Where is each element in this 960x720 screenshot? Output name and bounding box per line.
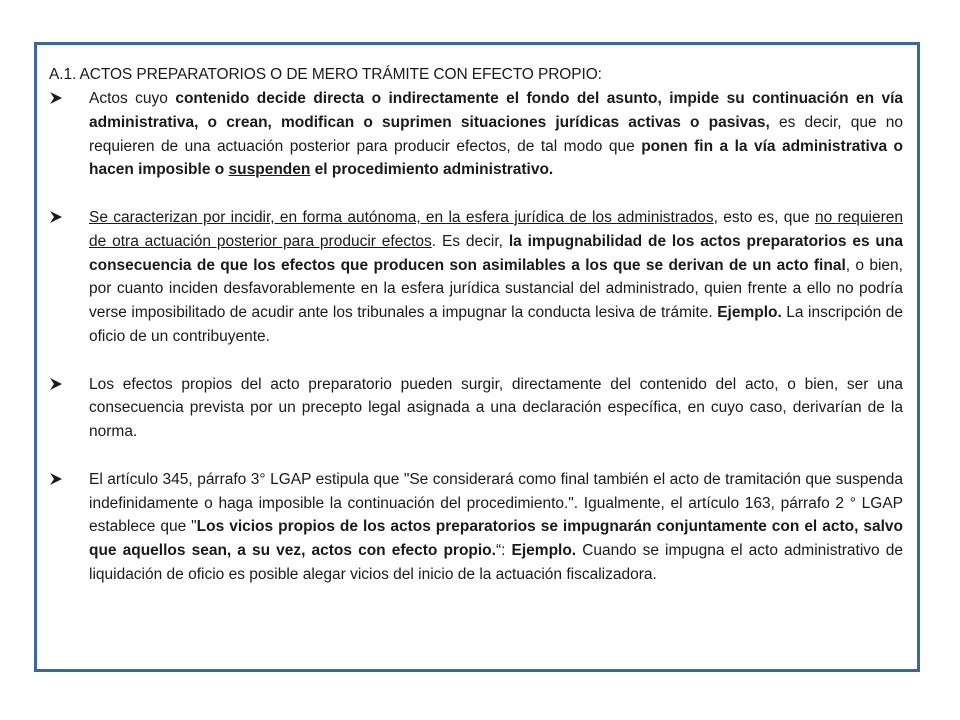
- bullet-text: La inscripción de oficio de un contribuyente.: [89, 304, 903, 345]
- bullet-item: [49, 87, 903, 182]
- bullet-text-bold: ponen fin a la vía administrativa o hacen imposible o: [89, 137, 903, 179]
- slide-content: [49, 63, 903, 611]
- bullet-text-underlined: Se caracterizan por incidir, en forma autónoma, en la esfera jurídica de los administrados: [89, 208, 714, 226]
- bullet-text-underlined: no requieren de otra actuación posterior para producir efectos: [89, 208, 903, 250]
- example-label: Ejemplo.: [717, 304, 782, 322]
- section-heading: A.1. ACTOS PREPARATORIOS O DE MERO TRÁMITE CON EFECTO PROPIO:: [49, 66, 602, 83]
- bullet-text: “:: [495, 542, 512, 560]
- bullet-text: Los efectos propios del acto preparatorio pueden surgir, directamente del contenido del acto, o bien, ser una consecuencia prevista por un precepto legal asignada a una declaración específica, en cuyo caso, derivarían de la norma.: [89, 375, 903, 441]
- arrowhead-bullet-icon: [49, 210, 63, 224]
- bullet-text-bold: el procedimiento administrativo.: [310, 161, 554, 179]
- bullet-item: [49, 206, 903, 349]
- bullet-text-bold: contenido decide directa o indirectamente el fondo del asunto, impide su continuación en vía administrativa, o crean, modifican o suprimen situaciones jurídicas activas o pasivas,: [89, 90, 904, 131]
- bullet-item: [49, 468, 903, 587]
- bullet-text: El artículo 345, párrafo 3° LGAP estipula que "Se considerará como final también el acto de tramitación que suspenda indefinidamente o haga imposible la continuación del procedimiento.". Igualmente, el artículo 163, párrafo 2 ° LGAP establece que ": [89, 470, 903, 536]
- arrowhead-bullet-icon: [49, 472, 63, 486]
- bullet-text-bold: Los vicios propios de los actos preparatorios se impugnarán conjuntamente con el acto, salvo que aquellos sean, a su vez, actos con efecto propio.: [89, 518, 903, 560]
- bullet-text: . Es decir,: [431, 232, 509, 250]
- bullet-text: Cuando se impugna el acto administrativo de liquidación de oficio es posible alegar vicios del inicio de la actuación fiscalizadora.: [89, 542, 903, 583]
- arrowhead-bullet-icon: [49, 91, 63, 105]
- arrowhead-bullet-icon: [49, 377, 63, 391]
- bullet-text: , o bien, por cuanto inciden desfavorablemente en la esfera jurídica sustancial del administrado, quien frente a ello no podría verse imposibilitado de acudir ante los tribunales a impugnar la conducta lesiva de trámite.: [89, 256, 903, 322]
- bullet-text: Actos cuyo: [89, 90, 176, 107]
- bullet-text-bold-underlined: suspenden: [228, 161, 311, 179]
- bullet-item: [49, 373, 903, 444]
- bullet-text-bold: la impugnabilidad de los actos preparatorios es una consecuencia de que los efectos que producen son asimilables a los que se derivan de un acto final: [89, 232, 903, 274]
- slide-frame: [34, 42, 920, 672]
- bullet-text: es decir, que no requieren de una actuación posterior para producir efectos, de tal modo que: [89, 113, 903, 155]
- example-label: Ejemplo.: [511, 542, 577, 560]
- bullet-text: , esto es, que: [713, 208, 815, 226]
